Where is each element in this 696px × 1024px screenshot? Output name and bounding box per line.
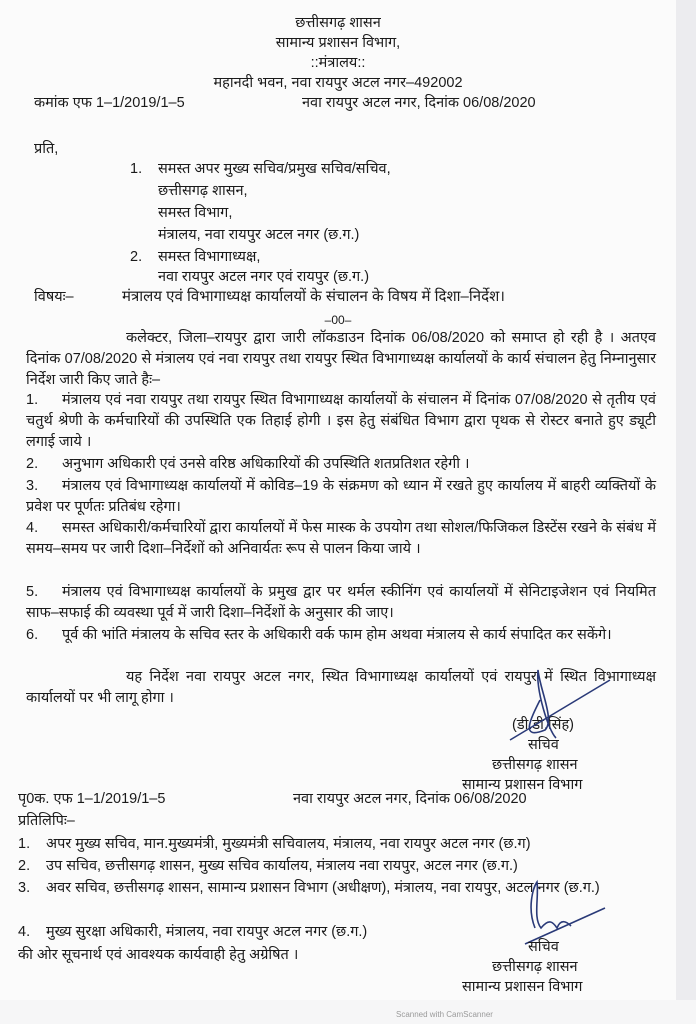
copy-item-number: 1. [18, 836, 31, 852]
to-item-1-number: 1. [130, 161, 143, 177]
subject-text: मंत्रालय एवं विभागाध्यक्ष कार्यालयों के संचालन के विषय में दिशा–निर्देश। [122, 288, 505, 305]
subject-label: विषयः– [34, 289, 74, 305]
signature-2-icon [505, 878, 615, 948]
to-item-1-line: छत्तीसगढ़ शासन, [158, 183, 248, 199]
to-item-1-line: समस्त विभाग, [158, 205, 233, 221]
endorsement-reference: पृ0क. एफ 1–1/2019/1–5 [18, 791, 166, 807]
to-item-1-line: मंत्रालय, नवा रायपुर अटल नगर (छ.ग.) [158, 227, 360, 243]
to-item-1-line: समस्त अपर मुख्य सचिव/प्रमुख सचिव/सचिव, [158, 161, 391, 177]
point-6 [26, 625, 656, 646]
point-text: मंत्रालय एवं विभागाध्यक्ष कार्यालयों के प्रमुख द्वार पर थर्मल स्कीनिंग एवं कार्यालयों में सेनिटाइजेशन एवं नियमित साफ–सफाई की व्यवस्था पूर्व में जारी दिशा–निर्देशों के अनुसार की जाए। [26, 584, 656, 621]
closing-paragraph: यह निर्देश नवा रायपुर अटल नगर, स्थित विभागाध्यक्ष कार्यालयों एवं रायपुर में स्थित विभागाध्यक्ष कार्यालयों पर भी लागू होगा । [26, 669, 656, 706]
copy-label: प्रतिलिपिः– [18, 813, 75, 829]
point-5 [26, 582, 656, 624]
copy-item-text: अपर मुख्य सचिव, मान.मुख्यमंत्री, मुख्यमंत्री सचिवालय, मंत्रालय, नवा रायपुर अटल नगर (छ.ग) [46, 836, 531, 852]
signatory-2-department: सामान्य प्रशासन विभाग [462, 979, 583, 995]
place-date: नवा रायपुर अटल नगर, दिनांक 06/08/2020 [302, 95, 536, 111]
point-1 [26, 390, 656, 453]
signature-1-icon [500, 660, 620, 750]
point-text: मंत्रालय एवं नवा रायपुर तथा रायपुर स्थित विभागाध्यक्ष कार्यालयों के संचालन में दिनांक 07/08/2020 से तृतीय एवं चतुर्थ श्रेणी के कर्मचारियों की उपस्थिति एक तिहाई होगी । इस हेतु संबंधित विभाग द्वारा पृथक से रोस्टर बनाते हुए ड्यूटी लगाई जाये । [26, 392, 656, 450]
point-text: समस्त अधिकारी/कर्मचारियों द्वारा कार्यालयों में फेस मास्क के उपयोग तथा सोशल/फिजिकल डिस्टेंस रखने के संबंध में समय–समय पर जारी दिशा–निर्देशों को अनिवार्यतः रूप से पालन किया जाये । [26, 520, 656, 557]
point-number: 4. [26, 520, 39, 536]
copy-item-2 [18, 856, 658, 877]
header-ministry: ::मंत्रालय:: [310, 55, 366, 71]
header-address: महानदी भवन, नवा रायपुर अटल नगर–492002 [213, 75, 463, 91]
signatory-name: (डी.डी.सिंह) [512, 717, 574, 733]
point-3 [26, 476, 656, 518]
to-item-2-number: 2. [130, 249, 143, 265]
reference-number: कमांक एफ 1–1/2019/1–5 [34, 95, 185, 111]
point-number: 2. [26, 456, 39, 472]
signatory-2-org: छत्तीसगढ़ शासन [492, 959, 578, 975]
point-2 [26, 454, 656, 475]
endorsement-place-date: नवा रायपुर अटल नगर, दिनांक 06/08/2020 [293, 791, 527, 807]
separator: –00– [324, 313, 352, 327]
signatory-org: छत्तीसगढ़ शासन [492, 757, 578, 773]
header-department: सामान्य प्रशासन विभाग, [275, 35, 401, 51]
copy-item-text: उप सचिव, छत्तीसगढ़ शासन, मुख्य सचिव कार्यालय, मंत्रालय नवा रायपुर, अटल नगर (छ.ग.) [46, 858, 518, 874]
scanner-watermark: Scanned with CamScanner [396, 1010, 493, 1019]
copy-item-number: 3. [18, 880, 31, 896]
copy-item-1 [18, 834, 658, 855]
point-number: 3. [26, 478, 39, 494]
point-number: 6. [26, 627, 39, 643]
point-text: मंत्रालय एवं विभागाध्यक्ष कार्यालयों में कोविड–19 के संक्रमण को ध्यान में रखते हुए कार्यालय में बाहरी व्यक्तियों के प्रवेश पर पूर्णतः प्रतिबंध रहेगा। [26, 478, 656, 515]
copy-item-number: 2. [18, 858, 31, 874]
header-government: छत्तीसगढ़ शासन [295, 15, 381, 31]
copy-item-number: 4. [18, 924, 31, 940]
point-4 [26, 518, 656, 560]
to-item-2-line: नवा रायपुर अटल नगर एवं रायपुर (छ.ग.) [158, 269, 370, 285]
point-text: अनुभाग अधिकारी एवं उनसे वरिष्ठ अधिकारियों की उपस्थिति शतप्रतिशत रहेगी । [62, 456, 470, 472]
to-item-2-line: समस्त विभागाध्यक्ष, [158, 249, 261, 265]
point-text: पूर्व की भांति मंत्रालय के सचिव स्तर के अधिकारी वर्क फाम होम अथवा मंत्रालय से कार्य संपादित कर सकेंगे। [62, 627, 612, 643]
to-label: प्रति, [34, 141, 59, 157]
copy-closing: की ओर सूचनार्थ एवं आवश्यक कार्यवाही हेतु अग्रेषित । [18, 947, 299, 963]
signatory-2-designation: सचिव [528, 939, 559, 955]
point-number: 5. [26, 584, 39, 600]
page-edge [676, 0, 696, 1000]
intro-paragraph: कलेक्टर, जिला–रायपुर द्वारा जारी लॉकडाउन दिनांक 06/08/2020 को समाप्त हो रही है । अतएव दिनांक 07/08/2020 से मंत्रालय एवं नवा रायपुर तथा रायपुर स्थित विभागाध्यक्ष कार्यालयों के कार्य संचालन हेतु निम्नानुसार निर्देश जारी किए जाते हैः– [26, 330, 656, 388]
copy-item-text: मुख्य सुरक्षा अधिकारी, मंत्रालय, नवा रायपुर अटल नगर (छ.ग.) [46, 924, 368, 940]
copy-item-text: अवर सचिव, छत्तीसगढ़ शासन, सामान्य प्रशासन विभाग (अधीक्षण), मंत्रालय, नवा रायपुर, अटल नगर (छ.ग.) [46, 880, 600, 896]
signatory-designation: सचिव [528, 737, 559, 753]
point-number: 1. [26, 392, 39, 408]
signatory-department: सामान्य प्रशासन विभाग [462, 777, 583, 793]
